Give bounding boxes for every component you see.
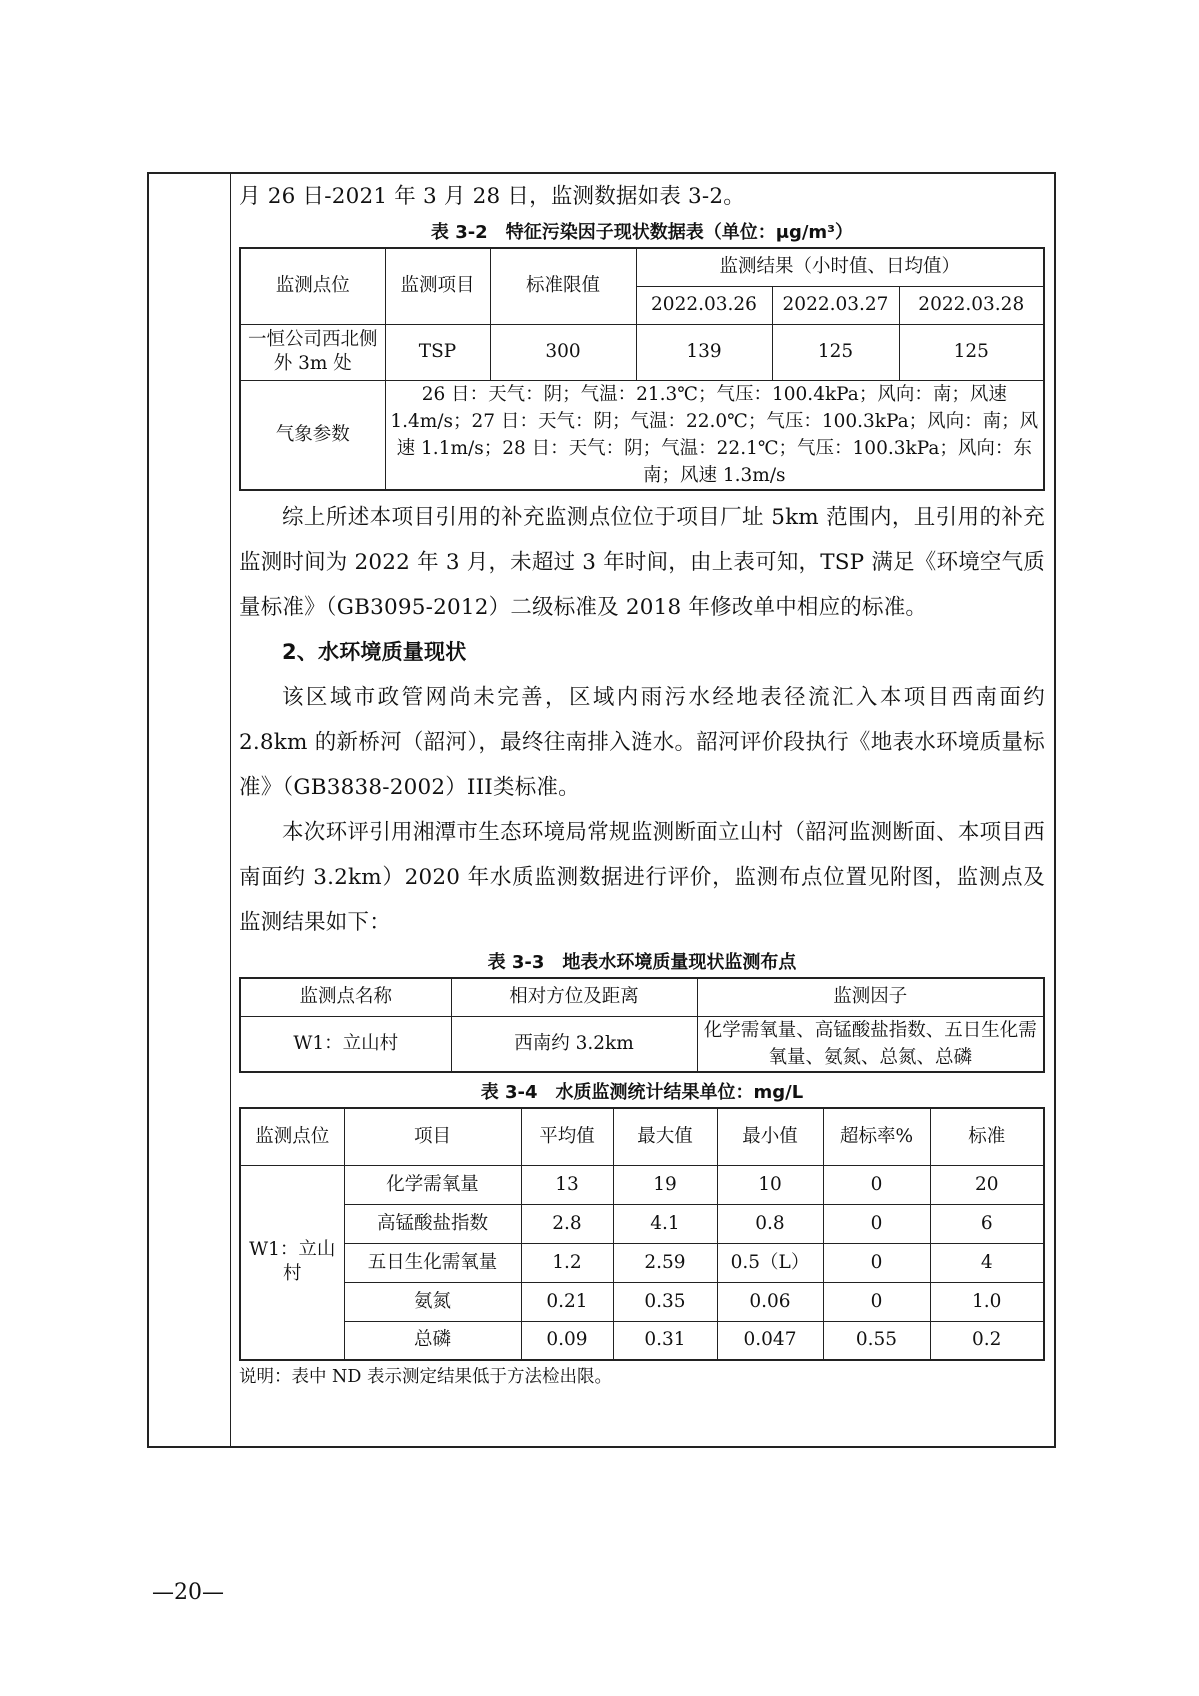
cell-site: W1：立山村 [240, 1165, 344, 1360]
cell-value: 125 [899, 324, 1044, 380]
cell: 4 [930, 1243, 1044, 1282]
header-date: 2022.03.27 [772, 286, 899, 324]
header-min: 最小值 [717, 1108, 823, 1165]
content-frame [147, 172, 1056, 1448]
header-item: 项目 [344, 1108, 521, 1165]
header-site: 监测点位 [240, 1108, 344, 1165]
cell: 0.06 [717, 1282, 823, 1321]
cell-limit: 300 [490, 324, 636, 380]
table-3-3 [239, 977, 1045, 1073]
cell: 10 [717, 1165, 823, 1204]
weather-text: 26 日：天气：阴；气温：21.3℃；气压：100.4kPa；风向：南；风速1.4m/s；27 日：天气：阴；气温：22.0℃；气压：100.3kPa；风向：南；风速 1.1m/s；28 日：天气：阴；气温：22.1℃；气压：100.3kPa；风向：东南；风速 1.3m/s [385, 380, 1044, 490]
page-number: —20— [152, 1580, 224, 1605]
cell: 0.09 [521, 1321, 613, 1360]
cell: 0.55 [823, 1321, 930, 1360]
table-3-4 [239, 1107, 1045, 1361]
cell: 0.35 [613, 1282, 717, 1321]
table-note: 说明：表中 ND 表示测定结果低于方法检出限。 [239, 1367, 612, 1387]
table-3-2-caption: 表 3-2 特征污染因子现状数据表（单位：μg/m³） [430, 222, 854, 243]
cell: 高锰酸盐指数 [344, 1204, 521, 1243]
header-exceed-rate: 超标率% [823, 1108, 930, 1165]
table-3-2 [239, 247, 1045, 491]
header-point: 监测点位 [240, 248, 385, 324]
section-heading-water: 2、水环境质量现状 [282, 640, 467, 664]
cell: 1.2 [521, 1243, 613, 1282]
cell-point: 一恒公司西北侧外 3m 处 [240, 324, 385, 380]
cell-item: TSP [385, 324, 490, 380]
intro-line: 月 26 日-2021 年 3 月 28 日，监测数据如表 3-2。 [239, 184, 745, 209]
page-content [239, 174, 1045, 1390]
cell-direction: 西南约 3.2km [451, 1016, 697, 1072]
cell: 0.2 [930, 1321, 1044, 1360]
cell: 13 [521, 1165, 613, 1204]
table-row [240, 1282, 1044, 1321]
cell: 氨氮 [344, 1282, 521, 1321]
table-3-4-caption: 表 3-4 水质监测统计结果单位：mg/L [480, 1082, 804, 1103]
table-row [240, 1165, 1044, 1204]
header-item: 监测项目 [385, 248, 490, 324]
cell: 0 [823, 1165, 930, 1204]
header-standard: 标准 [930, 1108, 1044, 1165]
table-3-3-caption: 表 3-3 地表水环境质量现状监测布点 [487, 952, 797, 973]
cell: 0.21 [521, 1282, 613, 1321]
cell: 0 [823, 1243, 930, 1282]
weather-label: 气象参数 [240, 380, 385, 490]
cell: 20 [930, 1165, 1044, 1204]
cell: 2.59 [613, 1243, 717, 1282]
header-name: 监测点名称 [240, 978, 451, 1016]
header-mean: 平均值 [521, 1108, 613, 1165]
cell: 6 [930, 1204, 1044, 1243]
header-result: 监测结果（小时值、日均值） [636, 248, 1044, 286]
header-date: 2022.03.28 [899, 286, 1044, 324]
cell: 4.1 [613, 1204, 717, 1243]
cell: 化学需氧量 [344, 1165, 521, 1204]
cell: 0 [823, 1204, 930, 1243]
paragraph-2: 该区域市政管网尚未完善，区域内雨污水经地表径流汇入本项目西南面约 2.8km 的新桥河（韶河），最终往南排入涟水。韶河评价段执行《地表水环境质量标准》（GB3838-2002）III类标准。 [239, 685, 1045, 800]
cell: 0.8 [717, 1204, 823, 1243]
table-row [240, 1321, 1044, 1360]
cell: 19 [613, 1165, 717, 1204]
cell: 0.5（L） [717, 1243, 823, 1282]
table-row [240, 1243, 1044, 1282]
header-factor: 监测因子 [697, 978, 1044, 1016]
paragraph-1: 综上所述本项目引用的补充监测点位位于项目厂址 5km 范围内，且引用的补充监测时间为 2022 年 3 月，未超过 3 年时间，由上表可知，TSP 满足《环境空气质量标准》（GB3095-2012）二级标准及 2018 年修改单中相应的标准。 [239, 505, 1045, 620]
cell: 总磷 [344, 1321, 521, 1360]
frame-divider [230, 174, 231, 1446]
cell-value: 139 [636, 324, 772, 380]
header-date: 2022.03.26 [636, 286, 772, 324]
header-limit: 标准限值 [490, 248, 636, 324]
cell: 1.0 [930, 1282, 1044, 1321]
cell: 五日生化需氧量 [344, 1243, 521, 1282]
cell: 0.047 [717, 1321, 823, 1360]
header-direction: 相对方位及距离 [451, 978, 697, 1016]
cell: 0 [823, 1282, 930, 1321]
cell: 0.31 [613, 1321, 717, 1360]
cell-factor: 化学需氧量、高锰酸盐指数、五日生化需氧量、氨氮、总氮、总磷 [697, 1016, 1044, 1072]
table-row [240, 1204, 1044, 1243]
header-max: 最大值 [613, 1108, 717, 1165]
paragraph-3: 本次环评引用湘潭市生态环境局常规监测断面立山村（韶河监测断面、本项目西南面约 3.2km）2020 年水质监测数据进行评价，监测布点位置见附图，监测点及监测结果如下： [239, 820, 1045, 935]
cell: 2.8 [521, 1204, 613, 1243]
cell-name: W1：立山村 [240, 1016, 451, 1072]
cell-value: 125 [772, 324, 899, 380]
